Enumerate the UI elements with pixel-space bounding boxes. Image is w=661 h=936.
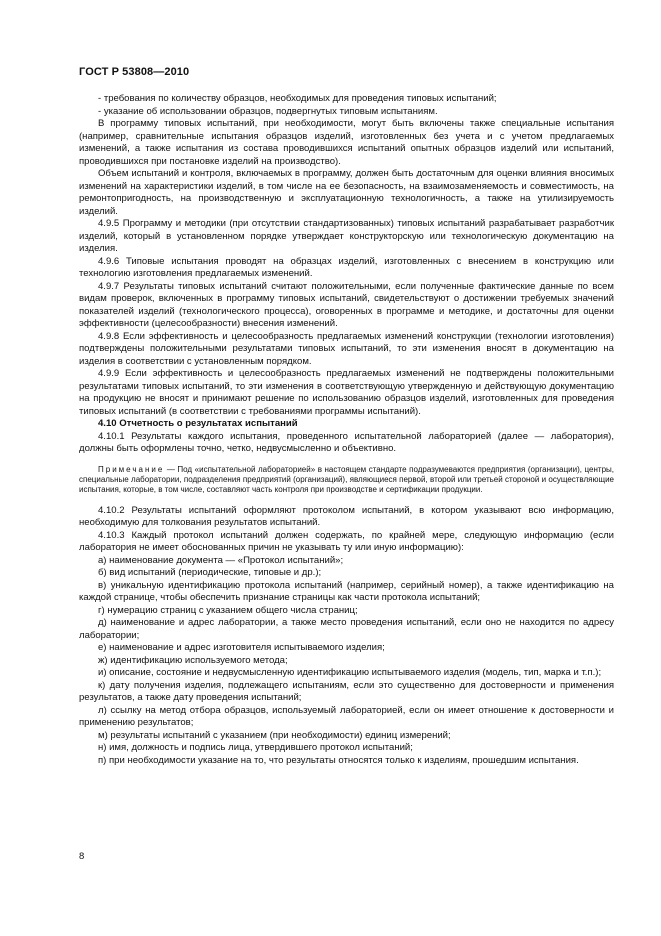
clause-4-10-1: 4.10.1 Результаты каждого испытания, проведенного испытательной лабораторией (далее — лаборатория), должны быть оформлены точно, четко, недвусмысленно и объективно. [79, 430, 614, 454]
clause-4-9-6: 4.9.6 Типовые испытания проводят на образцах изделий, изготовленных с внесением в конструкцию или технологию изготовления предлагаемых изменений. [79, 255, 614, 279]
note-text: — Под «испытательной лабораторией» в настоящем стандарте подразумеваются предприятия (организации), центры, специальные лаборатории, подразделения предприятий (организаций), являющиеся первой, второй или третьей стороной и осуществляющие испытания, которые, в том числе, составляют часть контроля при производстве и сертификации продукции. [79, 464, 614, 495]
list-item: д) наименование и адрес лаборатории, а также место проведения испытаний, если оно не находится по адресу лаборатории; [79, 617, 614, 641]
clause-4-9-9: 4.9.9 Если эффективность и целесообразность предлагаемых изменений не подтверждены положительными результатами типовых испытаний, то эти изменения в соответствующую утвержденную и действующую документацию на продукцию не вносят и принимают решение по использованию образцов изделий, изготовленных для проведения типовых испытаний (в соответствии с требованиями программы испытаний). [79, 368, 614, 417]
clause-4-9-7: 4.9.7 Результаты типовых испытаний считают положительными, если полученные фактические данные по всем видам проверок, включенных в программу типовых испытаний, свидетельствуют о достижении требуемых значений показателей изделий (технологического процесса), оговоренных в программе и методике, и достаточны для оценки эффективности (целесообразности) внесения изменений. [79, 280, 614, 329]
clause-4-10-3: 4.10.3 Каждый протокол испытаний должен содержать, по крайней мере, следующую информацию (если лаборатория не имеет обоснованных причин не указывать ту или иную информацию): [79, 529, 614, 554]
list-item: л) ссылку на метод отбора образцов, используемый лабораторией, если он имеет отношение к достоверности и применению результатов; [79, 704, 614, 729]
page-number: 8 [79, 851, 85, 862]
list-item: е) наименование и адрес изготовителя испытываемого изделия; [98, 642, 385, 654]
document-header: ГОСТ Р 53808—2010 [79, 66, 190, 78]
list-item: в) уникальную идентификацию протокола испытаний (например, серийный номер), а также идентификацию на каждой странице, чтобы обеспечить признание страницы как части протокола испытаний; [79, 579, 614, 604]
document-body [79, 93, 614, 767]
note-label: Примечание [98, 464, 165, 474]
list-item: н) имя, должность и подпись лица, утвердившего протокол испытаний; [98, 742, 413, 754]
list-item: б) вид испытаний (периодические, типовые и др.); [98, 567, 322, 579]
section-heading: 4.10 Отчетность о результатах испытаний [98, 418, 298, 429]
list-item: к) дату получения изделия, подлежащего испытаниям, если это существенно для достоверности и применения результатов, а также дату проведения испытаний; [79, 679, 614, 704]
list-item: - требования по количеству образцов, необходимых для проведения типовых испытаний; [98, 93, 497, 104]
clause-4-9-5: 4.9.5 Программу и методики (при отсутствии стандартизованных) типовых испытаний разрабатывает разработчик изделий, который в установленном порядке утверждает конструкторскую или технологическую документацию на изделия. [79, 218, 614, 254]
list-item: м) результаты испытаний с указанием (при необходимости) единиц измерений; [98, 729, 451, 741]
list-item: п) при необходимости указание на то, что результаты относятся только к изделиям, прошедшим испытания. [98, 754, 579, 766]
paragraph: Объем испытаний и контроля, включаемых в программу, должен быть достаточным для оценки влияния вносимых изменений на характеристики изделий, в том числе на ее безопасность, на взаимозаменяемость и совместимость, на ремонтопригодность, на производственную и эксплуатационную технологичность, а также на утилизируемость изделий. [79, 168, 614, 217]
clause-4-10-2: 4.10.2 Результаты испытаний оформляют протоколом испытаний, в котором указывают всю информацию, необходимую для толкования результатов испытаний. [79, 504, 614, 529]
list-item: ж) идентификацию используемого метода; [98, 654, 288, 666]
list-item: - указание об использовании образцов, подвергнутых типовым испытаниям. [98, 105, 438, 117]
clause-4-9-8: 4.9.8 Если эффективность и целесообразность предлагаемых изменений конструкции (технологии изготовления) подтверждены положительными результатами типовых испытаний, то эти изменения вносят в документацию на изделия в соответствии с установленным порядком. [79, 330, 614, 367]
paragraph: В программу типовых испытаний, при необходимости, могут быть включены также специальные испытания (например, сравнительные испытания образцов изделий, изготовленных без учета и с учетом предлагаемых изменений, а также испытания из состава проводившихся испытаний опытных образцов изделий или испытаний, проводившихся при постановке изделий на производство). [79, 118, 614, 167]
list-item: а) наименование документа — «Протокол испытаний»; [98, 554, 344, 566]
note [79, 465, 614, 496]
list-item: г) нумерацию страниц с указанием общего числа страниц; [98, 604, 358, 616]
list-item: и) описание, состояние и недвусмысленную идентификацию испытываемого изделия (модель, тип, марка и т.п.); [98, 667, 602, 679]
